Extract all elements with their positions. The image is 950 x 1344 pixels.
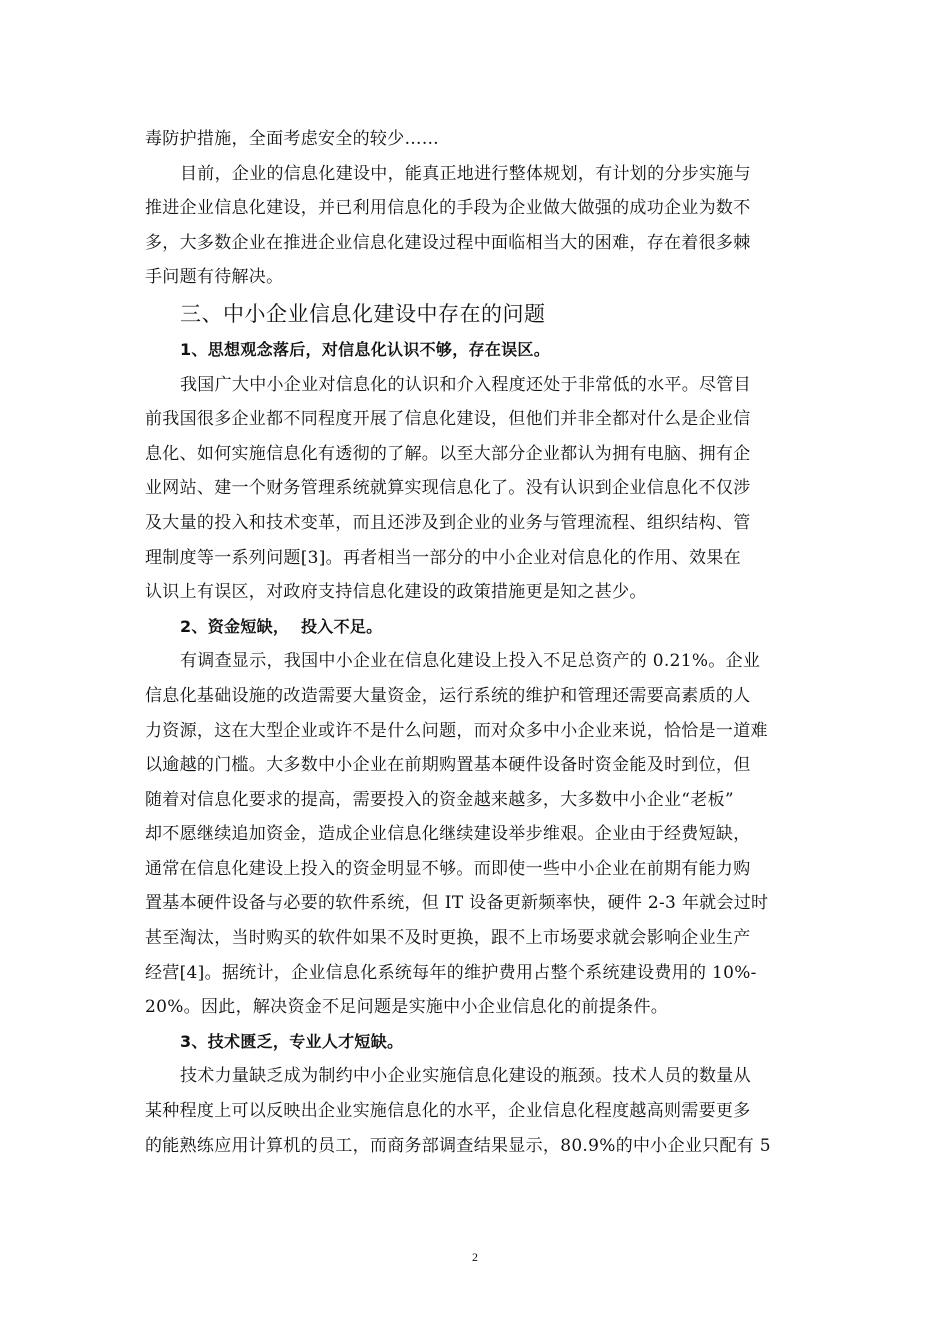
text-line: 前我国很多企业都不同程度开展了信息化建设，但他们并非全都对什么是企业信 <box>145 409 751 430</box>
text-line: 及大量的投入和技术变革，而且还涉及到企业的业务与管理流程、组织结构、管 <box>145 512 751 533</box>
text-line: 20%。因此，解决资金不足问题是实施中小企业信息化的前提条件。 <box>145 997 669 1018</box>
text-line: 毒防护措施，全面考虑安全的较少…… <box>145 129 440 149</box>
text-line: 经营[4]。据统计，企业信息化系统每年的维护费用占整个系统建设费用的 10%- <box>145 962 757 983</box>
text-line: 认识上有误区，对政府支持信息化建设的政策措施更是知之甚少。 <box>145 582 647 603</box>
text-line: 却不愿继续追加资金，造成企业信息化继续建设举步维艰。企业由于经费短缺， <box>145 824 751 845</box>
text-line: 信息化基础设施的改造需要大量资金，运行系统的维护和管理还需要高素质的人 <box>145 685 751 706</box>
text-line: 力资源，这在大型企业或许不是什么问题，而对众多中小企业来说，恰恰是一道难 <box>145 720 768 741</box>
text-line: 我国广大中小企业对信息化的认识和介入程度还处于非常低的水平。尽管目 <box>180 374 751 395</box>
section-heading: 三、中小企业信息化建设中存在的问题 <box>180 301 546 326</box>
subsection-heading-2: 2、资金短缺， 投入不足。 <box>180 616 383 636</box>
text-line: 手问题有待解决。 <box>145 267 284 288</box>
text-line: 业网站、建一个财务管理系统就算实现信息化了。没有认识到企业信息化不仅涉 <box>145 478 751 499</box>
text-line: 甚至淘汰，当时购买的软件如果不及时更换，跟不上市场要求就会影响企业生产 <box>145 928 751 949</box>
text-line: 随着对信息化要求的提高，需要投入的资金越来越多，大多数中小企业“老板” <box>145 789 734 810</box>
body-text <box>145 122 807 1163</box>
text-line: 多，大多数企业在推进企业信息化建设过程中面临相当大的困难，存在着很多棘 <box>145 232 751 253</box>
text-line: 目前，企业的信息化建设中，能真正地进行整体规划，有计划的分步实施与 <box>180 163 751 184</box>
text-line: 的能熟练应用计算机的员工，而商务部调查结果显示，80.9%的中小企业只配有 5 <box>145 1135 771 1156</box>
text-line: 置基本硬件设备与必要的软件系统，但 IT 设备更新频率快，硬件 2-3 年就会过时 <box>145 893 769 914</box>
subsection-heading-3: 3、技术匮乏，专业人才短缺。 <box>180 1031 404 1051</box>
text-line: 息化、如何实施信息化有透彻的了解。以至大部分企业都认为拥有电脑、拥有企 <box>145 443 751 464</box>
subsection-heading-1: 1、思想观念落后，对信息化认识不够，存在误区。 <box>180 339 551 359</box>
text-line: 通常在信息化建设上投入的资金明显不够。而即使一些中小企业在前期有能力购 <box>145 858 751 879</box>
text-line: 以逾越的门槛。大多数中小企业在前期购置基本硬件设备时资金能及时到位，但 <box>145 755 751 776</box>
text-line: 推进企业信息化建设，并已利用信息化的手段为企业做大做强的成功企业为数不 <box>145 198 751 219</box>
text-line: 某种程度上可以反映出企业实施信息化的水平，企业信息化程度越高则需要更多 <box>145 1101 751 1122</box>
text-line: 有调查显示，我国中小企业在信息化建设上投入不足总资产的 0.21%。企业 <box>180 651 761 672</box>
text-line: 技术力量缺乏成为制约中小企业实施信息化建设的瓶颈。技术人员的数量从 <box>180 1066 751 1087</box>
page-number: 2 <box>472 1250 478 1264</box>
text-line: 理制度等一系列问题[3]。再者相当一部分的中小企业对信息化的作用、效果在 <box>145 547 741 568</box>
